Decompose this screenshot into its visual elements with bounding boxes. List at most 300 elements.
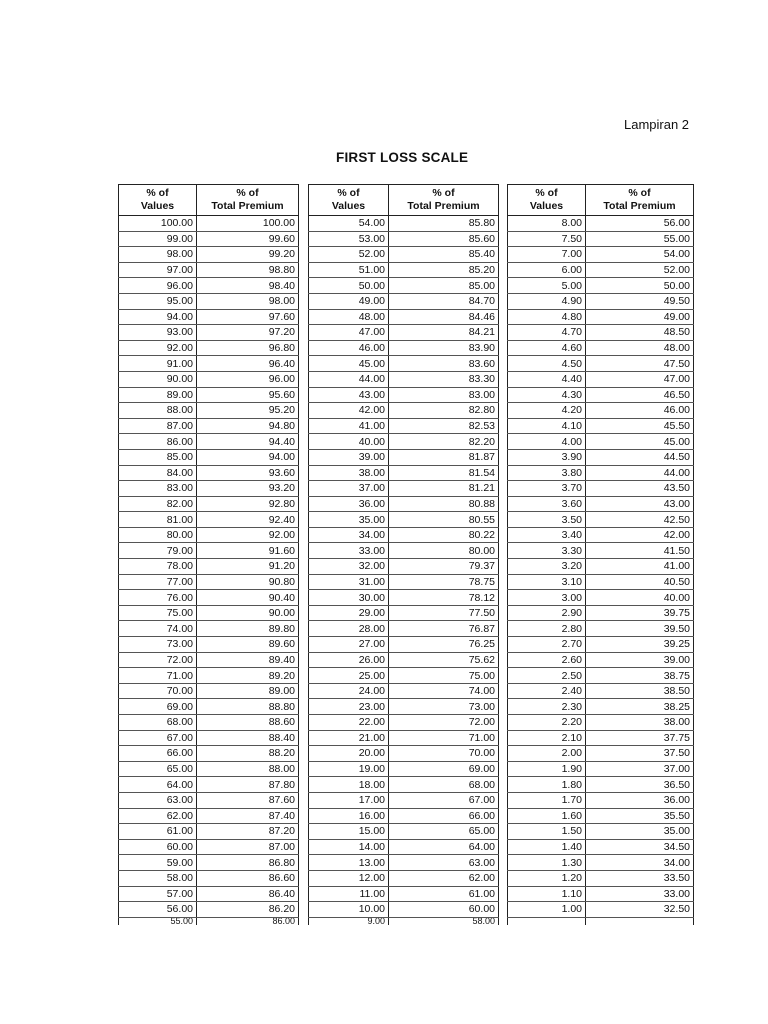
table-row xyxy=(119,668,299,684)
premium-cell: 41.00 xyxy=(586,559,694,575)
values-cell: 21.00 xyxy=(309,730,389,746)
table-row xyxy=(309,512,499,528)
premium-cell: 81.87 xyxy=(389,449,499,465)
table-row xyxy=(309,543,499,559)
premium-cell: 80.00 xyxy=(389,543,499,559)
premium-column-header: % of Total Premium xyxy=(197,185,299,216)
premium-cell: 85.60 xyxy=(389,231,499,247)
values-cell: 64.00 xyxy=(119,777,197,793)
table-row xyxy=(309,637,499,653)
premium-cell: 77.50 xyxy=(389,605,499,621)
table-row xyxy=(119,824,299,840)
premium-cell: 50.00 xyxy=(586,278,694,294)
table-row xyxy=(508,683,694,699)
values-cell: 2.80 xyxy=(508,621,586,637)
values-cell: 9.00 xyxy=(309,917,389,925)
table-row xyxy=(309,839,499,855)
values-cell: 81.00 xyxy=(119,512,197,528)
table-row xyxy=(119,309,299,325)
table-row xyxy=(309,262,499,278)
values-cell: 2.70 xyxy=(508,637,586,653)
values-cell: 4.20 xyxy=(508,403,586,419)
premium-cell: 92.80 xyxy=(197,496,299,512)
values-cell: 25.00 xyxy=(309,668,389,684)
values-cell: 1.50 xyxy=(508,824,586,840)
premium-cell: 40.00 xyxy=(586,590,694,606)
values-column-header: % of Values xyxy=(119,185,197,216)
values-cell: 12.00 xyxy=(309,870,389,886)
table-row xyxy=(119,387,299,403)
values-cell: 22.00 xyxy=(309,715,389,731)
values-cell: 75.00 xyxy=(119,605,197,621)
attachment-label: Lampiran 2 xyxy=(624,117,690,132)
premium-cell: 88.20 xyxy=(197,746,299,762)
table-row xyxy=(508,746,694,762)
table-row xyxy=(508,902,694,918)
values-cell: 90.00 xyxy=(119,371,197,387)
table-row xyxy=(508,512,694,528)
premium-cell: 39.75 xyxy=(586,605,694,621)
premium-column-header: % of Total Premium xyxy=(389,185,499,216)
premium-cell: 75.00 xyxy=(389,668,499,684)
table-row xyxy=(309,278,499,294)
premium-cell: 48.50 xyxy=(586,325,694,341)
premium-cell: 87.80 xyxy=(197,777,299,793)
premium-cell: 39.00 xyxy=(586,652,694,668)
table-row xyxy=(119,262,299,278)
premium-cell: 98.80 xyxy=(197,262,299,278)
premium-cell: 39.25 xyxy=(586,637,694,653)
premium-cell: 83.60 xyxy=(389,356,499,372)
values-cell: 50.00 xyxy=(309,278,389,294)
premium-cell: 88.00 xyxy=(197,761,299,777)
table-row xyxy=(119,902,299,918)
premium-cell: 89.60 xyxy=(197,637,299,653)
page-title: FIRST LOSS SCALE xyxy=(336,150,469,165)
table-row xyxy=(508,699,694,715)
table-row xyxy=(309,590,499,606)
values-cell: 73.00 xyxy=(119,637,197,653)
premium-cell: 79.37 xyxy=(389,559,499,575)
table-row xyxy=(508,325,694,341)
values-cell: 86.00 xyxy=(119,434,197,450)
premium-cell: 85.20 xyxy=(389,262,499,278)
premium-cell: 49.00 xyxy=(586,309,694,325)
table-row xyxy=(508,777,694,793)
values-cell: 1.60 xyxy=(508,808,586,824)
premium-cell: 86.80 xyxy=(197,855,299,871)
premium-cell: 69.00 xyxy=(389,761,499,777)
table-row xyxy=(119,512,299,528)
premium-cell: 91.60 xyxy=(197,543,299,559)
table-row xyxy=(508,715,694,731)
values-cell: 3.90 xyxy=(508,449,586,465)
table-row xyxy=(119,652,299,668)
values-cell: 41.00 xyxy=(309,418,389,434)
table-row xyxy=(508,574,694,590)
table-row xyxy=(309,356,499,372)
values-cell: 60.00 xyxy=(119,839,197,855)
table-row xyxy=(309,652,499,668)
values-cell: 4.60 xyxy=(508,340,586,356)
premium-cell: 42.50 xyxy=(586,512,694,528)
values-cell: 39.00 xyxy=(309,449,389,465)
values-cell: 58.00 xyxy=(119,870,197,886)
values-cell: 55.00 xyxy=(119,917,197,925)
premium-cell: 94.40 xyxy=(197,434,299,450)
table-row xyxy=(119,527,299,543)
premium-cell: 75.62 xyxy=(389,652,499,668)
values-cell: 3.20 xyxy=(508,559,586,575)
table-row xyxy=(508,637,694,653)
first-loss-table-3 xyxy=(507,184,694,925)
values-cell: 3.50 xyxy=(508,512,586,528)
values-cell: 46.00 xyxy=(309,340,389,356)
premium-cell: 71.00 xyxy=(389,730,499,746)
values-cell: 29.00 xyxy=(309,605,389,621)
premium-cell: 38.00 xyxy=(586,715,694,731)
values-cell: 5.00 xyxy=(508,278,586,294)
table-row xyxy=(119,621,299,637)
table-row xyxy=(309,247,499,263)
values-cell: 16.00 xyxy=(309,808,389,824)
table-row xyxy=(508,262,694,278)
premium-cell: 61.00 xyxy=(389,886,499,902)
premium-cell: 80.55 xyxy=(389,512,499,528)
values-cell: 4.40 xyxy=(508,371,586,387)
table-row xyxy=(309,792,499,808)
table-row-cut-off xyxy=(508,917,694,925)
values-cell: 82.00 xyxy=(119,496,197,512)
premium-cell: 40.50 xyxy=(586,574,694,590)
table-row xyxy=(508,434,694,450)
values-cell: 28.00 xyxy=(309,621,389,637)
values-cell: 79.00 xyxy=(119,543,197,559)
values-cell: 61.00 xyxy=(119,824,197,840)
premium-cell: 55.00 xyxy=(586,231,694,247)
values-cell: 35.00 xyxy=(309,512,389,528)
premium-cell: 93.20 xyxy=(197,481,299,497)
premium-cell: 82.53 xyxy=(389,418,499,434)
values-cell: 59.00 xyxy=(119,855,197,871)
premium-cell: 78.75 xyxy=(389,574,499,590)
premium-cell: 97.20 xyxy=(197,325,299,341)
values-cell: 63.00 xyxy=(119,792,197,808)
values-cell: 87.00 xyxy=(119,418,197,434)
premium-cell: 35.50 xyxy=(586,808,694,824)
values-cell: 77.00 xyxy=(119,574,197,590)
values-cell: 67.00 xyxy=(119,730,197,746)
values-cell: 51.00 xyxy=(309,262,389,278)
table-row xyxy=(119,855,299,871)
table-row xyxy=(508,216,694,232)
table-row xyxy=(309,902,499,918)
premium-cell: 34.00 xyxy=(586,855,694,871)
table-row xyxy=(119,340,299,356)
table-row xyxy=(508,496,694,512)
premium-cell: 38.75 xyxy=(586,668,694,684)
table-row xyxy=(309,621,499,637)
table-row xyxy=(508,792,694,808)
premium-cell: 89.40 xyxy=(197,652,299,668)
premium-cell: 58.00 xyxy=(389,917,499,925)
values-cell: 97.00 xyxy=(119,262,197,278)
values-cell: 27.00 xyxy=(309,637,389,653)
values-cell: 3.10 xyxy=(508,574,586,590)
values-cell: 1.10 xyxy=(508,886,586,902)
values-cell: 65.00 xyxy=(119,761,197,777)
premium-cell: 82.80 xyxy=(389,403,499,419)
values-cell: 4.70 xyxy=(508,325,586,341)
premium-cell: 94.00 xyxy=(197,449,299,465)
premium-cell: 89.00 xyxy=(197,683,299,699)
table-row xyxy=(119,247,299,263)
premium-cell: 93.60 xyxy=(197,465,299,481)
premium-cell: 99.60 xyxy=(197,231,299,247)
premium-cell: 68.00 xyxy=(389,777,499,793)
values-cell: 53.00 xyxy=(309,231,389,247)
premium-cell: 41.50 xyxy=(586,543,694,559)
table-row xyxy=(309,668,499,684)
values-cell: 37.00 xyxy=(309,481,389,497)
table-row xyxy=(508,761,694,777)
premium-cell: 87.60 xyxy=(197,792,299,808)
values-cell: 38.00 xyxy=(309,465,389,481)
table-row xyxy=(309,527,499,543)
table-row xyxy=(508,808,694,824)
table-row xyxy=(119,699,299,715)
table-row xyxy=(309,434,499,450)
premium-cell: 48.00 xyxy=(586,340,694,356)
premium-cell: 43.50 xyxy=(586,481,694,497)
premium-cell: 63.00 xyxy=(389,855,499,871)
table-row-cut-off xyxy=(309,917,499,925)
premium-cell: 98.00 xyxy=(197,293,299,309)
table-row xyxy=(309,309,499,325)
premium-cell: 85.40 xyxy=(389,247,499,263)
values-cell: 98.00 xyxy=(119,247,197,263)
table-row xyxy=(508,886,694,902)
values-cell: 6.00 xyxy=(508,262,586,278)
premium-cell: 66.00 xyxy=(389,808,499,824)
values-cell: 2.60 xyxy=(508,652,586,668)
premium-cell xyxy=(586,917,694,925)
premium-cell: 42.00 xyxy=(586,527,694,543)
values-cell: 33.00 xyxy=(309,543,389,559)
values-cell: 72.00 xyxy=(119,652,197,668)
premium-cell: 76.25 xyxy=(389,637,499,653)
table-row xyxy=(508,543,694,559)
table-row xyxy=(508,855,694,871)
premium-cell: 34.50 xyxy=(586,839,694,855)
table-row xyxy=(309,387,499,403)
table-row xyxy=(309,574,499,590)
table-row xyxy=(119,465,299,481)
table-row xyxy=(119,231,299,247)
premium-cell: 83.90 xyxy=(389,340,499,356)
table-row xyxy=(508,839,694,855)
table-row xyxy=(119,746,299,762)
premium-cell: 37.50 xyxy=(586,746,694,762)
premium-cell: 64.00 xyxy=(389,839,499,855)
table-row xyxy=(309,231,499,247)
values-cell: 3.30 xyxy=(508,543,586,559)
table-row xyxy=(508,309,694,325)
values-cell: 19.00 xyxy=(309,761,389,777)
values-cell: 34.00 xyxy=(309,527,389,543)
table-row xyxy=(508,293,694,309)
premium-cell: 89.80 xyxy=(197,621,299,637)
values-cell: 1.40 xyxy=(508,839,586,855)
premium-cell: 65.00 xyxy=(389,824,499,840)
values-cell: 76.00 xyxy=(119,590,197,606)
values-cell: 57.00 xyxy=(119,886,197,902)
premium-cell: 82.20 xyxy=(389,434,499,450)
values-cell: 2.20 xyxy=(508,715,586,731)
table-row xyxy=(508,340,694,356)
values-cell: 1.80 xyxy=(508,777,586,793)
premium-cell: 49.50 xyxy=(586,293,694,309)
premium-cell: 89.20 xyxy=(197,668,299,684)
premium-cell: 96.80 xyxy=(197,340,299,356)
premium-cell: 36.00 xyxy=(586,792,694,808)
table-row xyxy=(508,590,694,606)
premium-cell: 45.50 xyxy=(586,418,694,434)
premium-cell: 95.60 xyxy=(197,387,299,403)
values-cell: 1.00 xyxy=(508,902,586,918)
premium-cell: 86.20 xyxy=(197,902,299,918)
table-row xyxy=(508,621,694,637)
table-row xyxy=(119,496,299,512)
table-row xyxy=(119,715,299,731)
table-row xyxy=(508,730,694,746)
premium-cell: 92.40 xyxy=(197,512,299,528)
values-cell: 54.00 xyxy=(309,216,389,232)
values-cell: 92.00 xyxy=(119,340,197,356)
values-cell: 80.00 xyxy=(119,527,197,543)
table-row xyxy=(119,886,299,902)
table-row xyxy=(309,481,499,497)
values-cell: 4.10 xyxy=(508,418,586,434)
values-cell: 74.00 xyxy=(119,621,197,637)
values-cell: 52.00 xyxy=(309,247,389,263)
premium-cell: 62.00 xyxy=(389,870,499,886)
premium-cell: 88.80 xyxy=(197,699,299,715)
values-cell: 1.20 xyxy=(508,870,586,886)
table-row xyxy=(309,325,499,341)
premium-cell: 74.00 xyxy=(389,683,499,699)
table-row xyxy=(309,715,499,731)
values-cell: 3.40 xyxy=(508,527,586,543)
premium-cell: 81.21 xyxy=(389,481,499,497)
table-row-cut-off xyxy=(119,917,299,925)
table-row xyxy=(119,216,299,232)
values-cell: 4.80 xyxy=(508,309,586,325)
table-row xyxy=(309,746,499,762)
table-row xyxy=(119,605,299,621)
table-row xyxy=(508,481,694,497)
values-cell: 10.00 xyxy=(309,902,389,918)
table-row xyxy=(309,559,499,575)
table-row xyxy=(119,730,299,746)
premium-cell: 96.40 xyxy=(197,356,299,372)
values-cell: 1.30 xyxy=(508,855,586,871)
table-row xyxy=(309,683,499,699)
premium-cell: 98.40 xyxy=(197,278,299,294)
table-row xyxy=(508,652,694,668)
values-cell: 30.00 xyxy=(309,590,389,606)
premium-cell: 47.50 xyxy=(586,356,694,372)
values-cell: 1.70 xyxy=(508,792,586,808)
table-row xyxy=(309,777,499,793)
values-cell: 15.00 xyxy=(309,824,389,840)
values-cell: 84.00 xyxy=(119,465,197,481)
table-row xyxy=(119,637,299,653)
premium-cell: 39.50 xyxy=(586,621,694,637)
premium-cell: 84.70 xyxy=(389,293,499,309)
premium-cell: 84.46 xyxy=(389,309,499,325)
values-cell: 2.00 xyxy=(508,746,586,762)
values-cell: 23.00 xyxy=(309,699,389,715)
values-cell: 40.00 xyxy=(309,434,389,450)
values-cell: 4.00 xyxy=(508,434,586,450)
values-column-header: % of Values xyxy=(309,185,389,216)
values-cell: 96.00 xyxy=(119,278,197,294)
premium-cell: 52.00 xyxy=(586,262,694,278)
premium-cell: 87.40 xyxy=(197,808,299,824)
table-row xyxy=(508,605,694,621)
premium-cell: 85.00 xyxy=(389,278,499,294)
first-loss-table-1 xyxy=(118,184,299,925)
values-cell: 47.00 xyxy=(309,325,389,341)
values-cell: 94.00 xyxy=(119,309,197,325)
values-cell: 88.00 xyxy=(119,403,197,419)
table-row xyxy=(119,574,299,590)
premium-cell: 86.60 xyxy=(197,870,299,886)
values-cell: 1.90 xyxy=(508,761,586,777)
premium-cell: 80.88 xyxy=(389,496,499,512)
values-cell: 83.00 xyxy=(119,481,197,497)
table-row xyxy=(309,605,499,621)
table-row xyxy=(119,449,299,465)
table-row xyxy=(119,761,299,777)
table-row xyxy=(309,808,499,824)
values-cell: 13.00 xyxy=(309,855,389,871)
table-row xyxy=(119,325,299,341)
premium-cell: 90.00 xyxy=(197,605,299,621)
table-row xyxy=(309,403,499,419)
table-row xyxy=(508,870,694,886)
premium-cell: 86.40 xyxy=(197,886,299,902)
table-row xyxy=(508,465,694,481)
values-cell: 26.00 xyxy=(309,652,389,668)
values-cell: 4.30 xyxy=(508,387,586,403)
table-row xyxy=(119,278,299,294)
values-cell: 99.00 xyxy=(119,231,197,247)
table-row xyxy=(119,371,299,387)
premium-cell: 83.30 xyxy=(389,371,499,387)
premium-cell: 86.00 xyxy=(197,917,299,925)
values-cell: 2.50 xyxy=(508,668,586,684)
values-cell: 14.00 xyxy=(309,839,389,855)
table-row xyxy=(309,855,499,871)
table-row xyxy=(508,668,694,684)
table-row xyxy=(309,496,499,512)
table-row xyxy=(309,870,499,886)
table-row xyxy=(119,434,299,450)
table-row xyxy=(119,777,299,793)
table-row xyxy=(309,699,499,715)
